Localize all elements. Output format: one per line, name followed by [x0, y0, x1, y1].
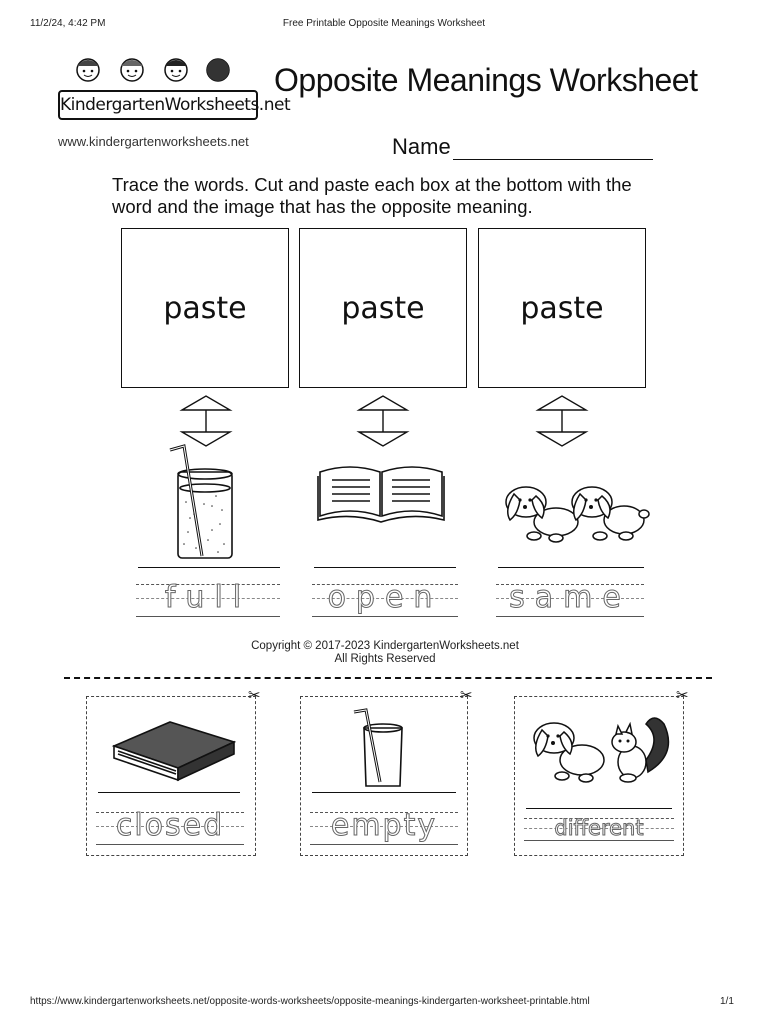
word-line: [526, 808, 672, 809]
logo-brand: KindergartenWorksheets.net: [58, 90, 258, 120]
full-glass-icon: [160, 444, 240, 567]
paste-box-2: [299, 228, 467, 388]
word-line: [498, 567, 644, 568]
scissors-icon: ✂: [460, 687, 473, 704]
copyright: [200, 640, 570, 666]
trace-text: closed: [115, 808, 225, 843]
trace-word-same: [496, 580, 644, 620]
double-arrow-icon: [355, 394, 411, 453]
empty-glass-icon: [350, 708, 410, 795]
trace-word-closed: [96, 808, 244, 848]
paste-box-1: [121, 228, 289, 388]
print-page-title: Free Printable Opposite Meanings Worksheet: [282, 18, 486, 29]
trace-word-different: [524, 818, 674, 844]
print-page-number: 1/1: [720, 996, 734, 1007]
scissors-icon: ✂: [676, 687, 689, 704]
trace-text: full: [164, 580, 252, 615]
name-blank-line: [453, 139, 653, 160]
copyright-line-2: All Rights Reserved: [334, 653, 436, 665]
instructions: Trace the words. Cut and paste each box at the bottom with the word and the image that has the opposite meaning.: [112, 174, 632, 217]
trace-word-open: [312, 580, 458, 620]
trace-word-full: [136, 580, 280, 620]
paste-box-3: [478, 228, 646, 388]
word-line: [138, 567, 280, 568]
word-line: [314, 567, 456, 568]
print-url: https://www.kindergartenworksheets.net/opposite-words-worksheets/opposite-meanings-kindergarten-worksheet-printable.html: [30, 996, 590, 1007]
two-puppies-icon: [500, 480, 650, 549]
logo-kids-icon: [60, 54, 260, 90]
copyright-line-1: Copyright © 2017-2023 KindergartenWorksheets.net: [251, 640, 519, 652]
trace-word-empty: [310, 808, 458, 848]
open-book-icon: [316, 462, 446, 529]
trace-text: same: [509, 580, 631, 615]
logo-site-url: www.kindergartenworksheets.net: [58, 134, 249, 149]
closed-book-icon: [110, 718, 236, 789]
trace-text: different: [554, 816, 644, 840]
word-line: [312, 792, 456, 793]
double-arrow-icon: [534, 394, 590, 453]
paste-label: paste: [163, 290, 247, 326]
trace-text: open: [327, 580, 443, 615]
print-datetime: 11/2/24, 4:42 PM: [30, 18, 106, 29]
puppy-and-squirrel-icon: [528, 714, 678, 791]
trace-text: empty: [330, 808, 438, 843]
cut-line: [64, 677, 712, 679]
worksheet-title: Opposite Meanings Worksheet: [274, 62, 698, 98]
paste-label: paste: [341, 290, 425, 326]
name-field: [392, 134, 653, 160]
word-line: [98, 792, 240, 793]
scissors-icon: ✂: [248, 687, 261, 704]
name-label: Name: [392, 134, 451, 159]
paste-label: paste: [520, 290, 604, 326]
